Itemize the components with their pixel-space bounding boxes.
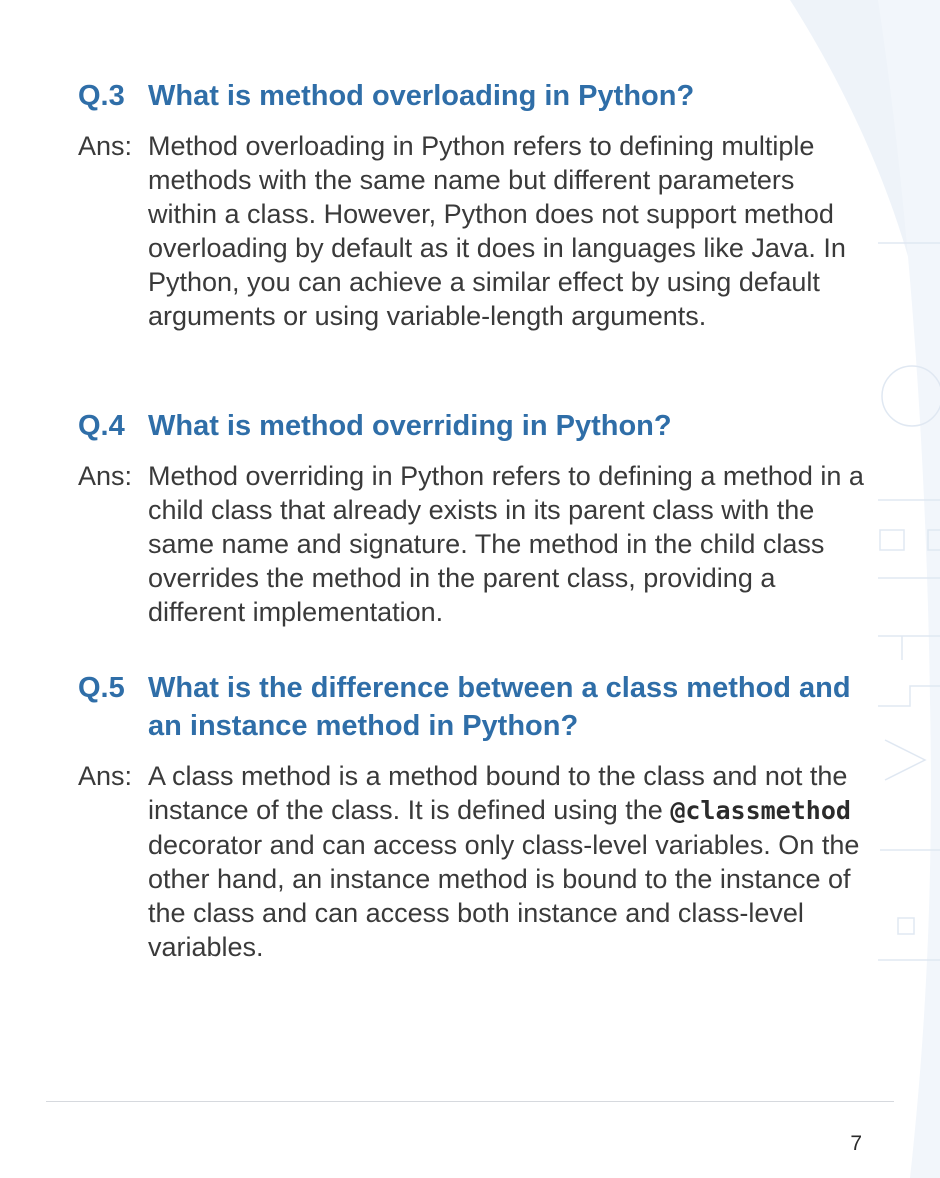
question-text: What is method overriding in Python?: [148, 410, 672, 442]
page-number: 7: [850, 1132, 862, 1155]
answer-label: Ans:: [78, 761, 133, 791]
answer-text: Method overriding in Python refers to defining a method in a child class that already exists in its parent class with the same name and signature. The method in the child class overrides the method in the parent class, providing a different implementation.: [148, 461, 864, 627]
question-number: Q.3: [78, 80, 125, 112]
answer-text: Method overloading in Python refers to defining multiple methods with the same name but different parameters within a class. However, Python does not support method overloading by default as it does in languages like Java. In Python, you can achieve a similar effect by using default arguments or using variable-length arguments.: [148, 131, 846, 331]
answer-text-after-code: decorator and can access only class-level variables. On the other hand, an instance method is bound to the instance of the class and can access both instance and class-level variables.: [148, 830, 860, 962]
qa-block-q4: [78, 407, 868, 629]
footer-divider: [46, 1101, 894, 1102]
answer-row: [78, 459, 868, 629]
code-snippet-classmethod: @classmethod: [670, 796, 851, 825]
question-row: [78, 407, 868, 445]
question-row: [78, 77, 868, 115]
answer-label: Ans:: [78, 461, 133, 491]
answer-row: [78, 129, 868, 333]
question-text: What is method overloading in Python?: [148, 80, 695, 112]
qa-block-q3: [78, 77, 868, 333]
question-number: Q.5: [78, 672, 125, 704]
answer-text: [148, 759, 868, 964]
answer-row: [78, 759, 868, 964]
question-number: Q.4: [78, 410, 125, 442]
qa-block-q5: [78, 669, 868, 964]
question-row: [78, 669, 868, 745]
answer-text-before-code: A class method is a method bound to the class and not the instance of the class. It is defined using the: [148, 761, 848, 825]
question-text: What is the difference between a class method and an instance method in Python?: [148, 672, 851, 742]
answer-label: Ans:: [78, 131, 133, 161]
